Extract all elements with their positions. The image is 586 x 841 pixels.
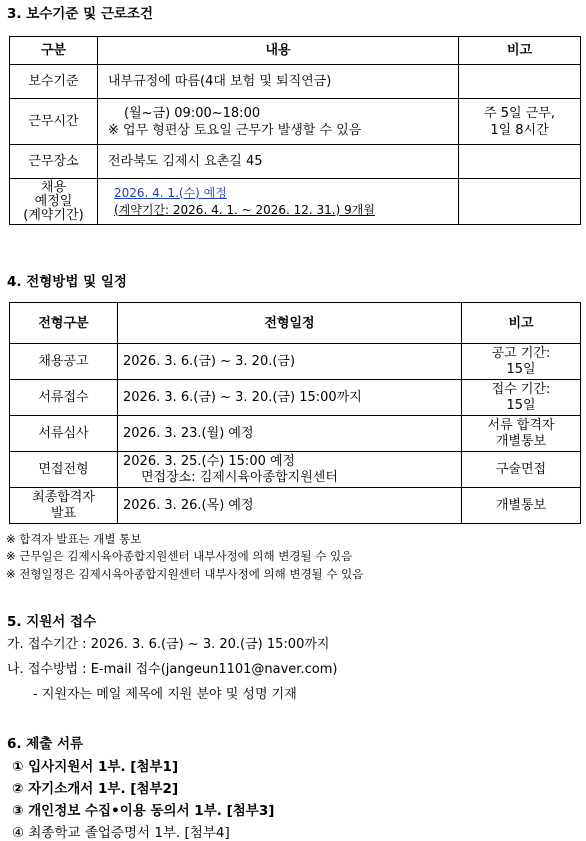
stage-remarks xyxy=(462,416,581,452)
application-method: 나. 접수방법 : E-mail 접수(jangeun1101@naver.com) xyxy=(7,662,338,677)
remark-line: 개별통보 xyxy=(495,433,547,449)
stage-remarks: 개별통보 xyxy=(462,488,581,524)
section-4-heading: 4. 전형방법 및 일정 xyxy=(7,274,127,290)
row-content: 내부규정에 따름(4대 보험 및 퇴직연금) xyxy=(98,65,459,99)
label-line: 최종합격자 xyxy=(32,489,95,505)
row-label: 근무시간 xyxy=(10,99,98,145)
row-remarks xyxy=(459,179,581,225)
row-content: 전라북도 김제시 요촌길 45 xyxy=(98,145,459,179)
remark-line: 서류 합격자 xyxy=(487,417,555,433)
document-item: ② 자기소개서 1부. [첨부2] xyxy=(12,781,179,797)
note-line: ※ 근무일은 김제시육아종합지원센터 내부사정에 의해 변경될 수 있음 xyxy=(6,549,353,563)
content-line: ※ 업무 형편상 토요일 근무가 발생할 수 있음 xyxy=(108,122,362,138)
remark-line: 15일 xyxy=(506,361,536,377)
stage-schedule xyxy=(118,452,462,488)
section-3-heading: 3. 보수기준 및 근로조건 xyxy=(7,6,153,22)
stage-label xyxy=(10,488,118,524)
label-line: 발표 xyxy=(50,505,77,521)
row-content xyxy=(98,99,459,145)
note-line: ※ 합격자 발표는 개별 통보 xyxy=(6,532,142,546)
table-row xyxy=(10,416,581,452)
row-remarks xyxy=(459,145,581,179)
label-line: 채용 xyxy=(40,179,67,195)
remark-line: 15일 xyxy=(506,397,536,413)
row-content xyxy=(98,179,459,225)
section-5-heading: 5. 지원서 접수 xyxy=(7,614,97,630)
table-row xyxy=(10,380,581,416)
remark-line: 1일 8시간 xyxy=(490,122,549,138)
stage-remarks xyxy=(462,380,581,416)
stage-remarks: 구술면접 xyxy=(462,452,581,488)
contract-period: (계약기간: 2026. 4. 1. ~ 2026. 12. 31.) 9개월 xyxy=(114,202,375,217)
table-header-row xyxy=(10,303,581,344)
table-row xyxy=(10,65,581,99)
col-header-stage: 전형구분 xyxy=(10,303,118,344)
stage-schedule: 2026. 3. 6.(금) ~ 3. 20.(금) 15:00까지 xyxy=(118,380,462,416)
table-row xyxy=(10,344,581,380)
remark-line: 주 5일 근무, xyxy=(484,105,555,121)
col-header-content: 내용 xyxy=(98,37,459,65)
work-conditions-table xyxy=(9,36,581,225)
table-row xyxy=(10,452,581,488)
col-header-schedule: 전형일정 xyxy=(118,303,462,344)
document-item: ④ 최종학교 졸업증명서 1부. [첨부4] xyxy=(12,825,230,841)
table-row xyxy=(10,99,581,145)
row-label: 근무장소 xyxy=(10,145,98,179)
remark-line: 공고 기간: xyxy=(491,345,551,361)
row-remarks xyxy=(459,65,581,99)
row-remarks xyxy=(459,99,581,145)
stage-label: 채용공고 xyxy=(10,344,118,380)
table-header-row xyxy=(10,37,581,65)
row-label xyxy=(10,179,98,225)
content-line: (월~금) 09:00~18:00 xyxy=(124,105,261,121)
col-header-remarks: 비고 xyxy=(459,37,581,65)
note-line: ※ 전형일정은 김제시육아종합지원센터 내부사정에 의해 변경될 수 있음 xyxy=(6,567,364,581)
table-row xyxy=(10,488,581,524)
col-header-category: 구분 xyxy=(10,37,98,65)
remark-line: 접수 기간: xyxy=(491,381,551,397)
section-6-heading: 6. 제출 서류 xyxy=(7,736,84,752)
row-label: 보수기준 xyxy=(10,65,98,99)
table-row xyxy=(10,145,581,179)
document-item: ③ 개인정보 수집•이용 동의서 1부. [첨부3] xyxy=(12,803,275,819)
stage-remarks xyxy=(462,344,581,380)
application-instruction: - 지원자는 메일 제목에 지원 분야 및 성명 기재 xyxy=(33,687,297,702)
label-line: (계약기간) xyxy=(23,207,84,223)
document-item: ① 입사지원서 1부. [첨부1] xyxy=(12,759,179,775)
label-line: 예정일 xyxy=(34,193,73,209)
stage-schedule: 2026. 3. 6.(금) ~ 3. 20.(금) xyxy=(118,344,462,380)
application-period: 가. 접수기간 : 2026. 3. 6.(금) ~ 3. 20.(금) 15:00까지 xyxy=(7,637,330,652)
schedule-line: 2026. 3. 25.(수) 15:00 예정 xyxy=(123,453,296,469)
schedule-table xyxy=(9,302,581,524)
stage-label: 서류접수 xyxy=(10,380,118,416)
stage-label: 서류심사 xyxy=(10,416,118,452)
table-row xyxy=(10,179,581,225)
stage-label: 면접전형 xyxy=(10,452,118,488)
stage-schedule: 2026. 3. 23.(월) 예정 xyxy=(118,416,462,452)
stage-schedule: 2026. 3. 26.(목) 예정 xyxy=(118,488,462,524)
start-date-link: 2026. 4. 1.(수) 예정 xyxy=(114,185,227,200)
schedule-line: 면접장소: 김제시육아종합지원센터 xyxy=(141,469,338,485)
col-header-remarks: 비고 xyxy=(462,303,581,344)
